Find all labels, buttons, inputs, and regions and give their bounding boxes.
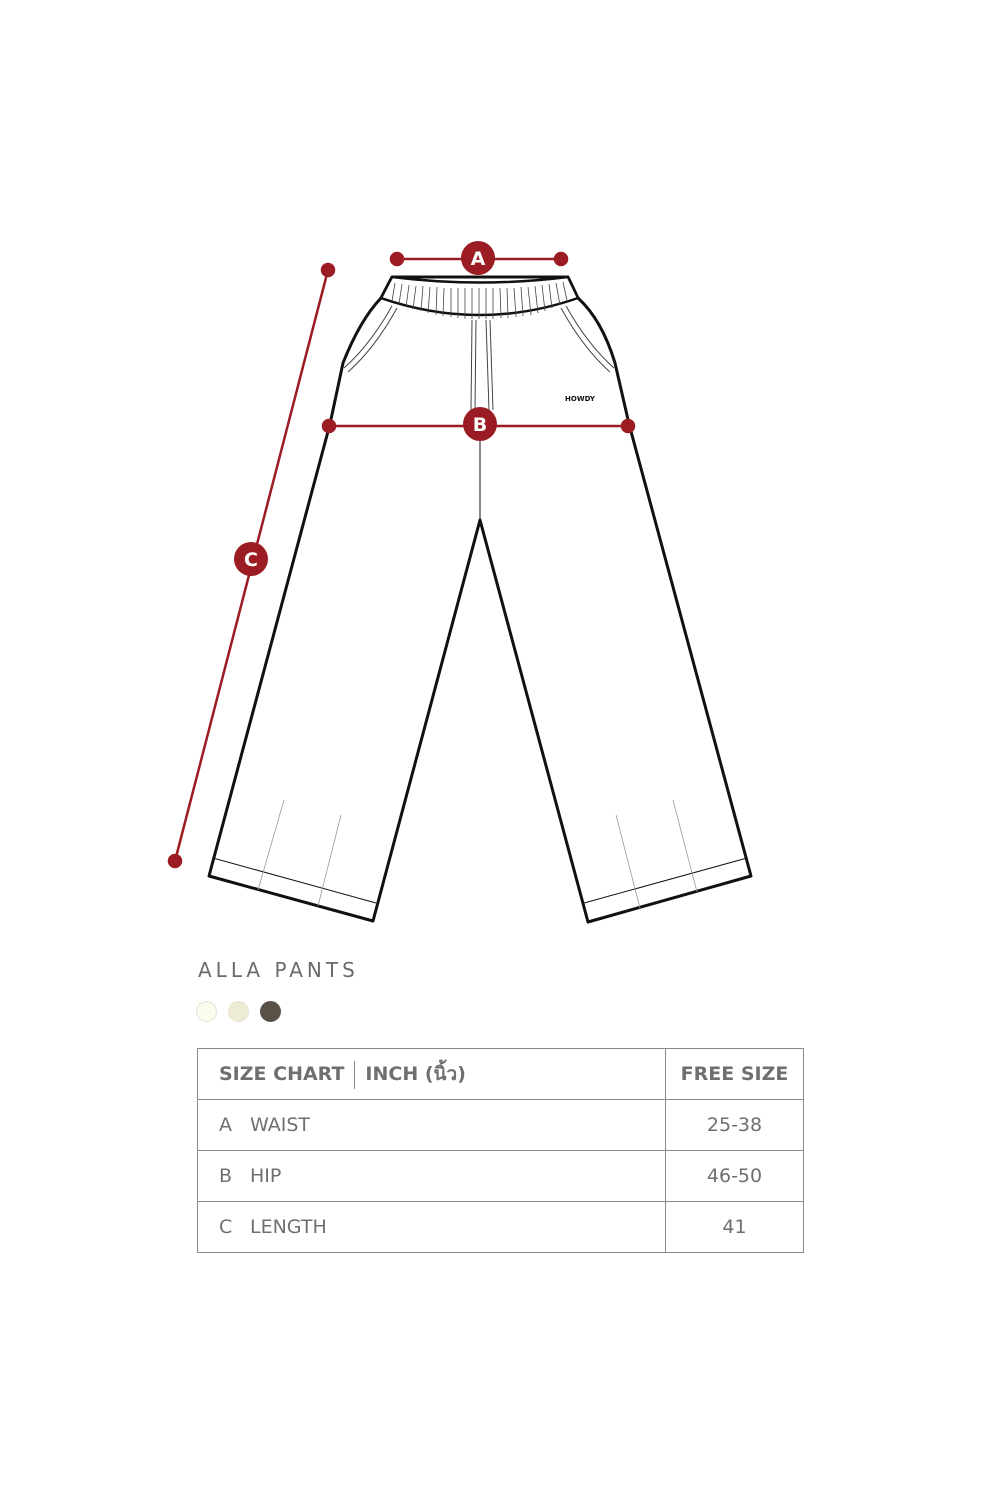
row-letter: C — [219, 1216, 233, 1238]
row-letter: B — [219, 1165, 233, 1187]
svg-text:C: C — [244, 549, 258, 571]
row-label: WAIST — [250, 1114, 311, 1136]
color-swatch-brown[interactable] — [260, 1001, 281, 1022]
row-label: LENGTH — [250, 1216, 327, 1238]
product-name: ALLA PANTS — [198, 958, 359, 982]
row-value: 41 — [666, 1202, 804, 1253]
header-cell — [198, 1049, 666, 1100]
color-swatches — [196, 1001, 281, 1022]
size-chart-table — [197, 1048, 804, 1253]
marker-c — [234, 542, 268, 576]
header-divider — [354, 1061, 355, 1089]
table-row — [198, 1151, 804, 1202]
row-label: HIP — [250, 1165, 282, 1187]
length-endpoint-top — [322, 264, 334, 276]
waist-endpoint-right — [555, 253, 567, 265]
size-chart-header — [198, 1049, 804, 1100]
hip-endpoint-left — [323, 420, 335, 432]
marker-b — [463, 407, 497, 441]
table-row — [198, 1202, 804, 1253]
svg-text:A: A — [470, 248, 486, 270]
unit-label: INCH (นิ้ว) — [365, 1063, 466, 1085]
row-value: 25-38 — [666, 1100, 804, 1151]
color-swatch-beige[interactable] — [228, 1001, 249, 1022]
brand-label: HOWDY — [565, 395, 595, 403]
pants-illustration — [209, 277, 751, 922]
svg-text:B: B — [472, 414, 488, 436]
color-swatch-cream[interactable] — [196, 1001, 217, 1022]
free-size-header: FREE SIZE — [666, 1049, 804, 1100]
waist-endpoint-left — [391, 253, 403, 265]
length-endpoint-bottom — [169, 855, 181, 867]
size-chart-title: SIZE CHART — [219, 1063, 345, 1085]
table-row — [198, 1100, 804, 1151]
row-value: 46-50 — [666, 1151, 804, 1202]
row-letter: A — [219, 1114, 232, 1136]
marker-a — [461, 241, 495, 275]
hip-endpoint-right — [622, 420, 634, 432]
